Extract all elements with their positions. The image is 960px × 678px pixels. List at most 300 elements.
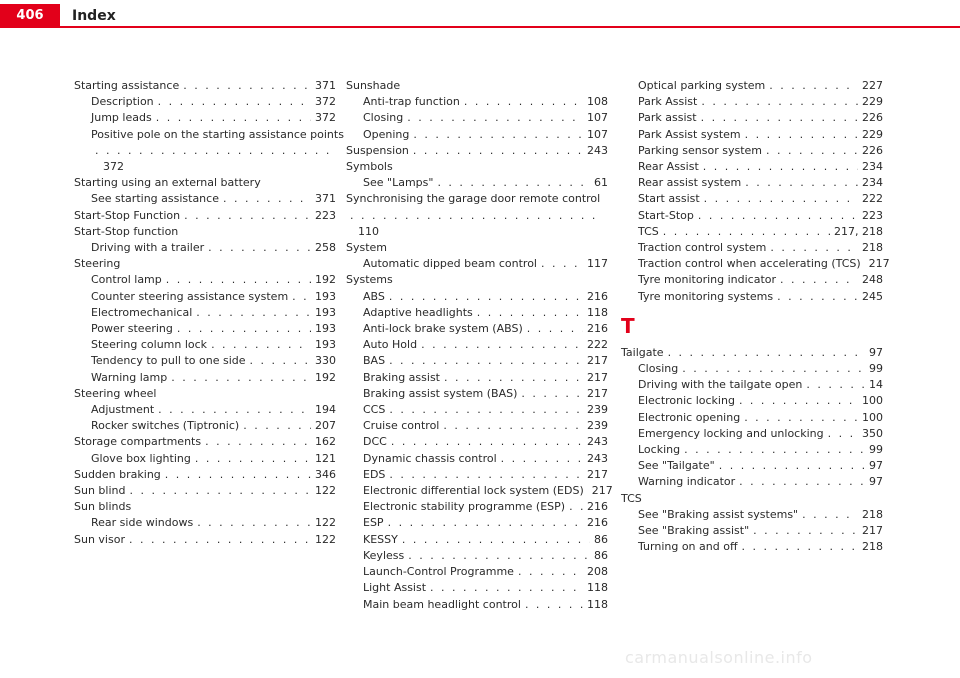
dot-leader xyxy=(407,110,583,126)
index-entry xyxy=(346,434,608,450)
dot-leader xyxy=(292,289,311,305)
entry-label: BAS xyxy=(363,354,386,368)
entry-label: Rocker switches (Tiptronic) xyxy=(91,419,240,433)
dot-leader xyxy=(745,127,858,143)
entry-label: Electronic locking xyxy=(638,394,735,408)
index-entry xyxy=(621,94,883,110)
entry-label: Sudden braking xyxy=(74,467,161,481)
dot-leader xyxy=(464,94,583,110)
index-entry xyxy=(621,256,890,272)
index-entry xyxy=(74,305,336,321)
entry-label: ABS xyxy=(363,289,385,303)
index-entry xyxy=(621,410,883,426)
index-entry xyxy=(621,127,883,143)
index-column-2 xyxy=(346,78,613,613)
index-entry xyxy=(346,370,608,386)
entry-label: Anti-trap function xyxy=(363,95,460,109)
page-ref: 193 xyxy=(315,338,336,352)
entry-label: CCS xyxy=(363,403,386,417)
page-ref: 239 xyxy=(587,403,608,417)
dot-leader xyxy=(389,353,583,369)
index-entry xyxy=(346,515,608,531)
dot-leader xyxy=(223,191,311,207)
index-entry xyxy=(346,175,608,191)
entry-label: Park assist xyxy=(638,111,697,125)
index-entry xyxy=(621,474,883,490)
dot-leader xyxy=(430,580,583,596)
page-ref: 229 xyxy=(862,127,883,141)
dot-leader xyxy=(477,305,583,321)
entry-label: Glove box lighting xyxy=(91,451,191,465)
page-ref: 100 xyxy=(862,394,883,408)
page-ref: 162 xyxy=(315,435,336,449)
dot-leader xyxy=(197,515,311,531)
heading-label: Systems xyxy=(346,273,393,287)
entry-label: Sun blind xyxy=(74,484,126,498)
dot-leader xyxy=(389,289,583,305)
dot-leader xyxy=(525,597,583,613)
index-entry xyxy=(346,597,608,613)
page-ref: 118 xyxy=(587,305,608,319)
page-ref: 217 xyxy=(868,257,890,271)
entry-label: Start-Stop xyxy=(638,208,694,222)
index-entry xyxy=(74,515,336,531)
index-entry xyxy=(74,353,336,369)
index-heading xyxy=(346,240,608,256)
header-rule xyxy=(60,26,960,28)
page-ref: 217, 218 xyxy=(834,224,883,238)
index-entry xyxy=(74,451,336,467)
entry-label: See "Tailgate" xyxy=(638,459,715,473)
index-column-3 xyxy=(621,78,890,555)
entry-label: Anti-lock brake system (ABS) xyxy=(363,322,523,336)
entry-label: Traction control system xyxy=(638,241,767,255)
page-number: 406 xyxy=(0,4,60,28)
index-entry xyxy=(621,191,883,207)
index-entry xyxy=(621,175,883,191)
index-entry xyxy=(621,361,883,377)
index-entry xyxy=(346,94,608,110)
index-entry xyxy=(621,143,883,159)
dot-leader xyxy=(408,548,590,564)
entry-label: Driving with the tailgate open xyxy=(638,378,803,392)
index-entry xyxy=(621,393,883,409)
page-ref: 216 xyxy=(587,289,608,303)
index-entry xyxy=(74,467,336,483)
index-entry-wrapped xyxy=(74,127,344,176)
index-heading xyxy=(346,159,608,175)
dot-leader xyxy=(777,289,858,305)
entry-label: KESSY xyxy=(363,532,398,546)
page-ref: 234 xyxy=(862,176,883,190)
dot-leader xyxy=(527,321,583,337)
page-ref: 223 xyxy=(315,208,336,222)
dot-leader xyxy=(521,386,583,402)
index-entry xyxy=(74,402,336,418)
watermark: carmanualsonline.info xyxy=(625,648,813,667)
index-entry xyxy=(621,458,883,474)
page-ref: 97 xyxy=(869,345,883,359)
dot-leader xyxy=(208,240,311,256)
index-entry xyxy=(74,418,336,434)
page-ref: 216 xyxy=(587,500,608,514)
dot-leader xyxy=(663,224,830,240)
index-entry xyxy=(621,539,883,555)
page-ref: 226 xyxy=(862,111,883,125)
index-entry xyxy=(346,564,608,580)
entry-label: Tyre monitoring indicator xyxy=(638,273,777,287)
page-ref: 346 xyxy=(315,467,336,481)
dot-leader xyxy=(739,393,858,409)
entry-label: Keyless xyxy=(363,548,405,562)
entry-label: Opening xyxy=(363,127,410,141)
dot-leader xyxy=(541,256,583,272)
page-ref: 110 xyxy=(358,224,379,238)
index-entry xyxy=(74,370,336,386)
dot-leader xyxy=(770,240,858,256)
entry-label: Park Assist xyxy=(638,95,698,109)
index-entry xyxy=(346,353,608,369)
entry-label: Cruise control xyxy=(363,419,440,433)
page-ref: 118 xyxy=(587,581,608,595)
index-entry xyxy=(346,418,608,434)
dot-leader xyxy=(753,523,858,539)
entry-label: Rear assist system xyxy=(638,176,742,190)
dot-leader xyxy=(129,532,311,548)
page-ref: 100 xyxy=(862,410,883,424)
entry-label: Optical parking system xyxy=(638,79,766,92)
dot-leader xyxy=(704,191,858,207)
dot-leader xyxy=(350,208,604,224)
index-entry xyxy=(74,110,336,126)
index-entry xyxy=(621,377,883,393)
dot-leader xyxy=(668,345,865,361)
entry-label: Positive pole on the starting assistance points xyxy=(91,127,344,141)
heading-label: System xyxy=(346,241,388,255)
dot-leader xyxy=(250,353,311,369)
index-entry xyxy=(346,305,608,321)
entry-label: Auto Hold xyxy=(363,338,418,352)
entry-label: Rear side windows xyxy=(91,516,194,530)
index-entry xyxy=(74,483,336,499)
dot-leader xyxy=(444,370,583,386)
entry-label: Driving with a trailer xyxy=(91,241,205,255)
page-ref: 217 xyxy=(862,524,883,538)
page-ref: 193 xyxy=(315,322,336,336)
dot-leader xyxy=(171,370,311,386)
entry-label: Parking sensor system xyxy=(638,143,762,157)
page-ref: 122 xyxy=(315,516,336,530)
index-entry xyxy=(346,386,608,402)
dot-leader xyxy=(177,321,311,337)
dot-leader xyxy=(769,78,858,94)
dot-leader xyxy=(183,78,311,94)
index-entry xyxy=(74,532,336,548)
index-entry xyxy=(346,483,613,499)
index-entry xyxy=(621,426,883,442)
dot-leader xyxy=(156,110,311,126)
page-ref: 217 xyxy=(587,354,608,368)
entry-label: Closing xyxy=(363,111,404,125)
dot-leader xyxy=(437,175,590,191)
entry-label: Closing xyxy=(638,362,679,376)
index-entry xyxy=(621,523,883,539)
dot-leader xyxy=(766,143,858,159)
index-entry xyxy=(346,143,608,159)
page-ref: 193 xyxy=(315,289,336,303)
entry-label: Power steering xyxy=(91,322,173,336)
entry-label: See "Braking assist systems" xyxy=(638,507,799,521)
dot-leader xyxy=(166,272,311,288)
dot-leader xyxy=(402,532,590,548)
index-entry xyxy=(74,289,336,305)
page-ref: 97 xyxy=(869,459,883,473)
entry-label: DCC xyxy=(363,435,387,449)
dot-leader xyxy=(780,272,858,288)
index-entry xyxy=(346,467,608,483)
entry-label: Launch-Control Programme xyxy=(363,565,514,579)
page-ref: 222 xyxy=(862,192,883,206)
entry-label: Electronic differential lock system (EDS) xyxy=(363,484,584,498)
page-ref: 248 xyxy=(862,273,883,287)
page-ref: 371 xyxy=(315,192,336,206)
entry-label: Storage compartments xyxy=(74,435,202,449)
entry-label: Rear Assist xyxy=(638,160,699,174)
page-ref: 243 xyxy=(587,451,608,465)
index-entry xyxy=(346,548,608,564)
index-entry xyxy=(346,337,608,353)
heading-label: Sun blinds xyxy=(74,500,132,514)
page-ref: 218 xyxy=(862,241,883,255)
dot-leader xyxy=(739,474,865,490)
dot-leader xyxy=(698,208,858,224)
page-ref: 330 xyxy=(315,354,336,368)
page-ref: 193 xyxy=(315,305,336,319)
entry-label: Steering column lock xyxy=(91,338,208,352)
dot-leader xyxy=(742,539,858,555)
entry-label: See "Braking assist" xyxy=(638,524,750,538)
index-entry xyxy=(74,208,336,224)
page-title: Index xyxy=(72,8,116,24)
page-ref: 218 xyxy=(862,540,883,554)
page-ref: 245 xyxy=(862,289,883,303)
page-ref: 99 xyxy=(869,443,883,457)
page-ref: 372 xyxy=(315,111,336,125)
dot-leader xyxy=(389,467,583,483)
page-ref: 371 xyxy=(315,79,336,92)
dot-leader xyxy=(806,377,865,393)
dot-leader xyxy=(95,143,332,159)
index-heading xyxy=(74,386,336,402)
dot-leader xyxy=(158,402,311,418)
page-ref: 216 xyxy=(587,516,608,530)
entry-label: Sun visor xyxy=(74,532,125,546)
page-ref: 192 xyxy=(315,370,336,384)
page-ref: 258 xyxy=(315,241,336,255)
entry-label: Counter steering assistance system xyxy=(91,289,289,303)
entry-label: TCS xyxy=(638,224,659,238)
dot-leader xyxy=(195,451,311,467)
entry-label: Braking assist xyxy=(363,370,440,384)
page-ref: 107 xyxy=(587,111,608,125)
entry-label: Start assist xyxy=(638,192,700,206)
dot-leader xyxy=(413,143,583,159)
page-ref: 121 xyxy=(315,451,336,465)
page-ref: 223 xyxy=(862,208,883,222)
dot-leader xyxy=(211,337,311,353)
index-entry xyxy=(74,272,336,288)
index-entry xyxy=(74,78,336,94)
entry-label: Park Assist system xyxy=(638,127,741,141)
entry-label: Braking assist system (BAS) xyxy=(363,386,518,400)
index-entry xyxy=(346,580,608,596)
page-ref: 229 xyxy=(862,95,883,109)
entry-label: Dynamic chassis control xyxy=(363,451,497,465)
page-ref: 107 xyxy=(587,127,608,141)
dot-leader xyxy=(184,208,311,224)
section-letter: T xyxy=(621,313,635,338)
index-entry xyxy=(621,208,883,224)
page-ref: 243 xyxy=(587,143,608,157)
dot-leader xyxy=(158,94,311,110)
page-ref: 86 xyxy=(594,532,608,546)
entry-label: Automatic dipped beam control xyxy=(363,257,537,271)
page-ref: 227 xyxy=(862,79,883,92)
page-ref: 217 xyxy=(587,386,608,400)
entry-label: Jump leads xyxy=(91,111,152,125)
page-ref: 122 xyxy=(315,532,336,546)
page-ref: 14 xyxy=(869,378,883,392)
index-heading xyxy=(74,256,336,272)
dot-leader xyxy=(518,564,583,580)
index-entry xyxy=(346,451,608,467)
entry-label: Warning lamp xyxy=(91,370,168,384)
entry-label: Start-Stop Function xyxy=(74,208,181,222)
dot-leader xyxy=(421,337,583,353)
entry-label: Tendency to pull to one side xyxy=(91,354,246,368)
entry-label: Tyre monitoring systems xyxy=(638,289,774,303)
page-ref: 194 xyxy=(315,403,336,417)
entry-label: See "Lamps" xyxy=(363,176,434,190)
entry-label: Synchronising the garage door remote control xyxy=(346,192,601,206)
index-heading xyxy=(346,272,608,288)
index-entry xyxy=(621,110,883,126)
page-ref: 192 xyxy=(315,273,336,287)
index-entry xyxy=(346,289,608,305)
dot-leader xyxy=(243,418,311,434)
entry-label: Warning indicator xyxy=(638,475,736,489)
dot-leader xyxy=(391,434,583,450)
entry-label: EDS xyxy=(363,467,386,481)
index-entry xyxy=(621,272,883,288)
page-ref: 234 xyxy=(862,160,883,174)
entry-label: ESP xyxy=(363,516,384,530)
entry-label: Starting assistance xyxy=(74,79,180,92)
index-entry xyxy=(621,224,883,240)
page-ref: 86 xyxy=(594,548,608,562)
index-entry xyxy=(74,240,336,256)
dot-leader xyxy=(682,361,865,377)
heading-label: Symbols xyxy=(346,160,393,174)
page-ref: 108 xyxy=(587,95,608,109)
heading-label: Steering wheel xyxy=(74,386,157,400)
dot-leader xyxy=(684,442,865,458)
dot-leader xyxy=(719,458,865,474)
entry-label: Tailgate xyxy=(621,345,664,359)
index-entry xyxy=(346,532,608,548)
dot-leader xyxy=(701,110,858,126)
heading-label: Steering xyxy=(74,257,121,271)
page-ref: 372 xyxy=(103,160,124,174)
page-ref: 122 xyxy=(315,484,336,498)
dot-leader xyxy=(802,507,858,523)
entry-label: Description xyxy=(91,95,154,109)
index-entry xyxy=(74,337,336,353)
index-column-1 xyxy=(74,78,344,548)
page-ref: 350 xyxy=(862,426,883,440)
index-entry xyxy=(346,402,608,418)
entry-label: Control lamp xyxy=(91,273,162,287)
page-ref: 61 xyxy=(594,176,608,190)
index-heading xyxy=(621,491,883,507)
page-ref: 217 xyxy=(591,484,613,498)
dot-leader xyxy=(828,426,858,442)
page-header xyxy=(0,0,960,28)
page-ref: 216 xyxy=(587,322,608,336)
index-entry xyxy=(346,110,608,126)
heading-label: Sunshade xyxy=(346,79,401,92)
index-heading xyxy=(346,78,608,94)
index-entry-wrapped xyxy=(346,191,608,240)
entry-label: Suspension xyxy=(346,143,409,157)
dot-leader xyxy=(129,483,311,499)
index-heading xyxy=(74,224,336,240)
dot-leader xyxy=(744,410,858,426)
dot-leader xyxy=(501,451,583,467)
page-ref: 372 xyxy=(315,95,336,109)
page-ref: 99 xyxy=(869,362,883,376)
index-entry xyxy=(346,321,608,337)
dot-leader xyxy=(388,515,583,531)
page-ref: 207 xyxy=(315,419,336,433)
index-entry xyxy=(621,240,883,256)
index-entry xyxy=(621,507,883,523)
entry-label: Electromechanical xyxy=(91,305,193,319)
entry-label: Electronic opening xyxy=(638,410,741,424)
entry-label: Turning on and off xyxy=(638,540,738,554)
index-entry xyxy=(74,434,336,450)
page-ref: 217 xyxy=(587,370,608,384)
dot-leader xyxy=(745,175,858,191)
entry-label: Main beam headlight control xyxy=(363,597,521,611)
page-ref: 218 xyxy=(862,507,883,521)
heading-label: Start-Stop function xyxy=(74,224,179,238)
dot-leader xyxy=(165,467,311,483)
index-entry xyxy=(346,499,608,515)
entry-label: Emergency locking and unlocking xyxy=(638,426,824,440)
page-ref: 117 xyxy=(587,257,608,271)
index-entry xyxy=(621,159,883,175)
dot-leader xyxy=(701,94,858,110)
entry-label: Locking xyxy=(638,443,681,457)
page-ref: 97 xyxy=(869,475,883,489)
page-ref: 243 xyxy=(587,435,608,449)
dot-leader xyxy=(413,127,583,143)
heading-label: TCS xyxy=(621,491,642,505)
index-entry xyxy=(621,345,883,361)
dot-leader xyxy=(569,499,583,515)
entry-label: Traction control when accelerating (TCS) xyxy=(638,257,861,271)
